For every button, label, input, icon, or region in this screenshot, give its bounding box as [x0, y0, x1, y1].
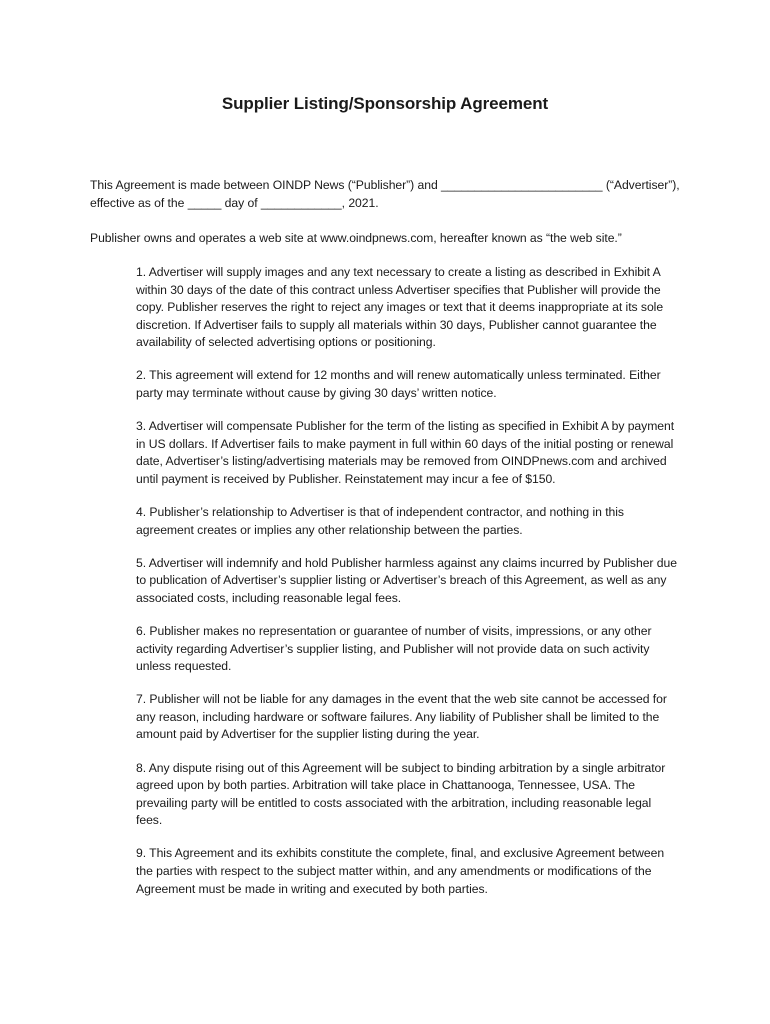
clause-9: 9. This Agreement and its exhibits constitute the complete, final, and exclusive Agreement between the parties with respect to the subject matter within, and any amendments or modifications of the Agreement must be made in writing and executed by both parties.: [136, 846, 665, 896]
clause-2: 2. This agreement will extend for 12 months and will renew automatically unless terminated. Either party may terminate without cause by giving 30 days’ written notice.: [136, 368, 661, 401]
clause-4: 4. Publisher’s relationship to Advertiser is that of independent contractor, and nothing in this agreement creates or implies any other relationship between the parties.: [136, 505, 624, 537]
document-title: Supplier Listing/Sponsorship Agreement: [221, 94, 549, 113]
intro-website-paragraph: Publisher owns and operates a web site at www.oindpnews.com, hereafter known as “the web site.”: [90, 231, 622, 245]
clause-3: 3. Advertiser will compensate Publisher for the term of the listing as specified in Exhibit A by payment in US dollars. If Advertiser fails to make payment in full within 60 days of the initial posting or renewal date, Advertiser’s listing/advertising materials may be removed from OINDPnews.com and archived until payment is received by Publisher. Reinstatement may incur a fee of $150.: [136, 419, 675, 486]
clause-7: 7. Publisher will not be liable for any damages in the event that the web site cannot be accessed for any reason, including hardware or software failures. Any liability of Publisher shall be limited to the amount paid by Advertiser for the supplier listing during the year.: [136, 692, 667, 742]
clause-1: 1. Advertiser will supply images and any text necessary to create a listing as described in Exhibit A within 30 days of the date of this contract unless Advertiser specifies that Publisher will provide the copy. Publisher reserves the right to reject any images or text that it deems inappropriate at its sole discretion. If Advertiser fails to supply all materials within 30 days, Publisher cannot guarantee the availability of selected advertising options or positioning.: [136, 265, 664, 350]
clause-list: [136, 264, 680, 914]
clause-6: 6. Publisher makes no representation or guarantee of number of visits, impressions, or any other activity regarding Advertiser’s supplier listing, and Publisher will not provide data on such activity unless requested.: [136, 624, 652, 674]
clause-8: 8. Any dispute rising out of this Agreement will be subject to binding arbitration by a single arbitrator agreed upon by both parties. Arbitration will take place in Chattanooga, Tennessee, USA. The prevailing party will be entitled to costs associated with the arbitration, including reasonable legal fees.: [136, 760, 666, 828]
intro-parties-paragraph: This Agreement is made between OINDP News (“Publisher”) and ________________________ (“Advertiser”), effective as of the _____ day of ____________, 2021.: [90, 178, 680, 210]
clause-5: 5. Advertiser will indemnify and hold Publisher harmless against any claims incurred by Publisher due to publication of Advertiser’s supplier listing or Advertiser’s breach of this Agreement, as well as any associated costs, including reasonable legal fees.: [136, 555, 677, 605]
